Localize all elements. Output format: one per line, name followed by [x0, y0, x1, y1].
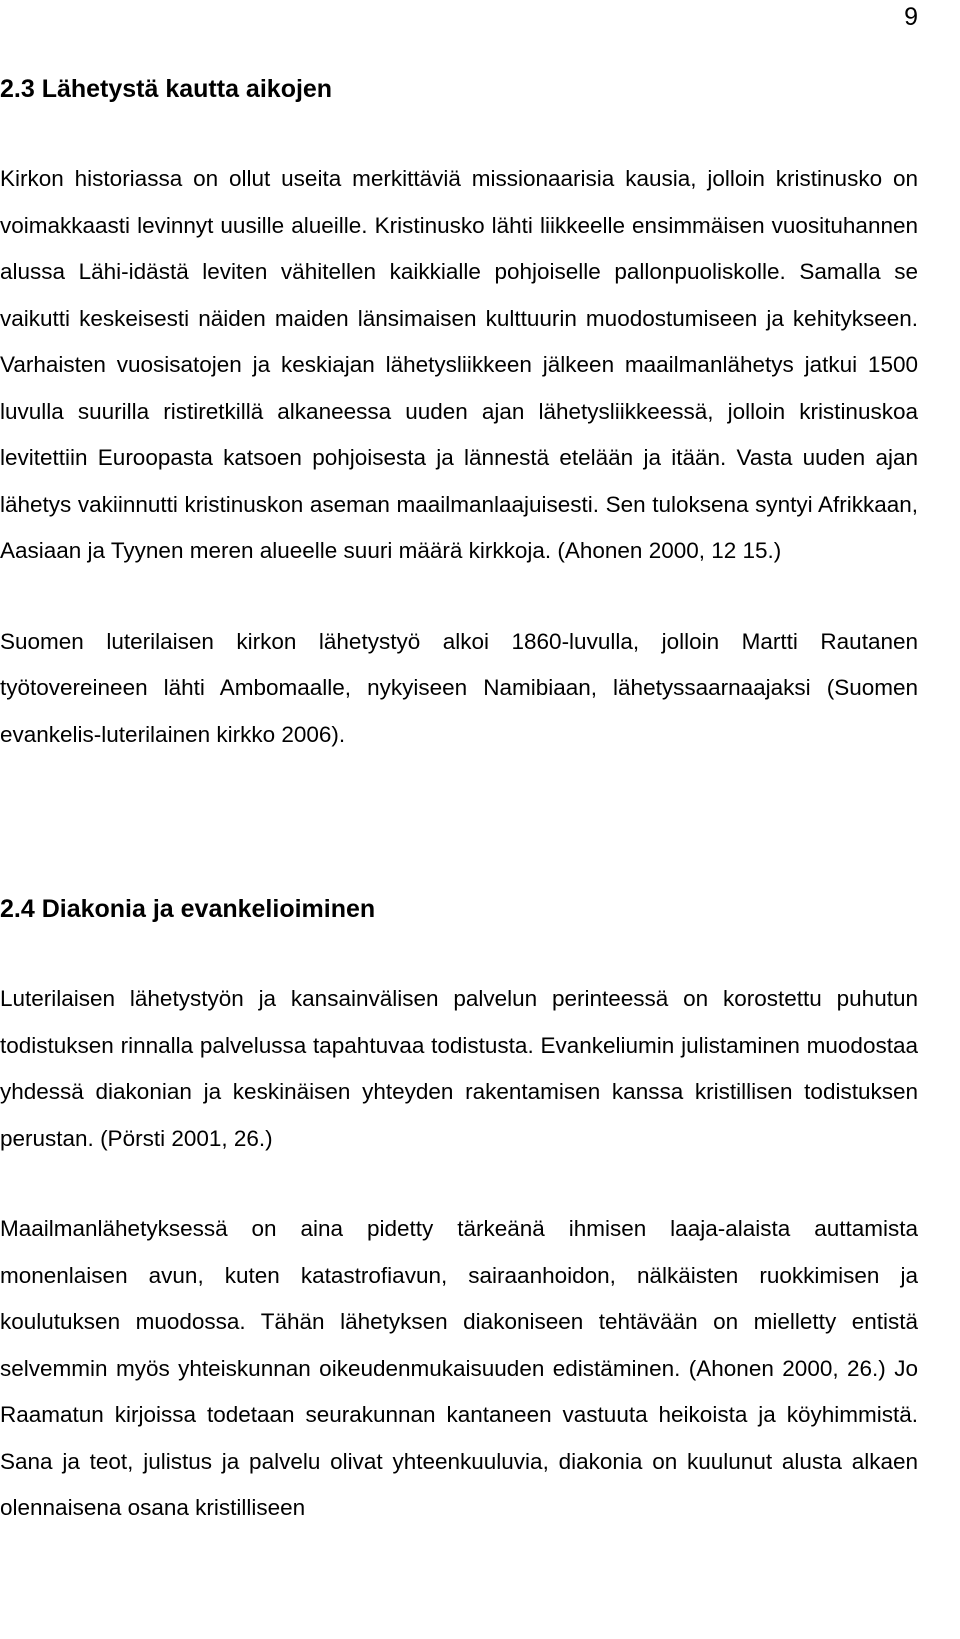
paragraph: Kirkon historiassa on ollut useita merkittäviä missionaarisia kausia, jolloin kristinusko on voimakkaasti levinnyt uusille alueille. Kristinusko lähti liikkeelle ensimmäisen vuosituhannen alussa Lähi-idästä leviten vähitellen kaikkialle pohjoiselle pallonpuoliskolle. Samalla se vaikutti keskeisesti näiden maiden länsimaisen kulttuurin muodostumiseen ja kehitykseen. Varhaisten vuosisatojen ja keskiajan lähetysliikkeen jälkeen maailmanlähetys jatkui 1500 luvulla suurilla ristiretkillä alkaneessa uuden ajan lähetysliikkeessä, jolloin kristinuskoa levitettiin Euroopasta katsoen pohjoisesta ja lännestä etelään ja itään. Vasta uuden ajan lähetys vakiinnutti kristinuskon aseman maailmanlaajuisesti. Sen tuloksena syntyi Afrikkaan, Aasiaan ja Tyynen meren alueelle suuri määrä kirkkoja. (Ahonen 2000, 12 15.)	[0, 166, 918, 563]
paragraph: Suomen luterilaisen kirkon lähetystyö alkoi 1860-luvulla, jolloin Martti Rautanen työtovereineen lähti Ambomaalle, nykyiseen Namibiaan, lähetyssaarnaajaksi (Suomen evankelis-luterilainen kirkko 2006).	[0, 628, 918, 747]
paragraph: Luterilaisen lähetystyön ja kansainvälisen palvelun perinteessä on korostettu puhutun todistuksen rinnalla palvelussa tapahtuvaa todistusta. Evankeliumin julistaminen muodostaa yhdessä diakonian ja keskinäisen yhteyden rakentamisen kanssa kristillisen todistuksen perustan. (Pörsti 2001, 26.)	[0, 986, 918, 1151]
page-number: 9	[904, 3, 918, 31]
document-body	[0, 66, 918, 1532]
section-heading-2-4: 2.4 Diakonia ja evankelioiminen	[0, 895, 376, 923]
paragraph: Maailmanlähetyksessä on aina pidetty tärkeänä ihmisen laaja-alaista auttamista monenlaisen avun, kuten katastrofiavun, sairaanhoidon, nälkäisten ruokkimisen ja koulutuksen muodossa. Tähän lähetyksen diakoniseen tehtävään on mielletty entistä selvemmin myös yhteiskunnan oikeudenmukaisuuden edistäminen. (Ahonen 2000, 26.) Jo Raamatun kirjoissa todetaan seurakunnan kantaneen vastuuta heikoista ja köyhimmistä. Sana ja teot, julistus ja palvelu olivat yhteenkuuluvia, diakonia on kuulunut alusta alkaen olennaisena osana kristilliseen	[0, 1216, 918, 1520]
section-heading-2-3: 2.3 Lähetystä kautta aikojen	[0, 75, 333, 103]
